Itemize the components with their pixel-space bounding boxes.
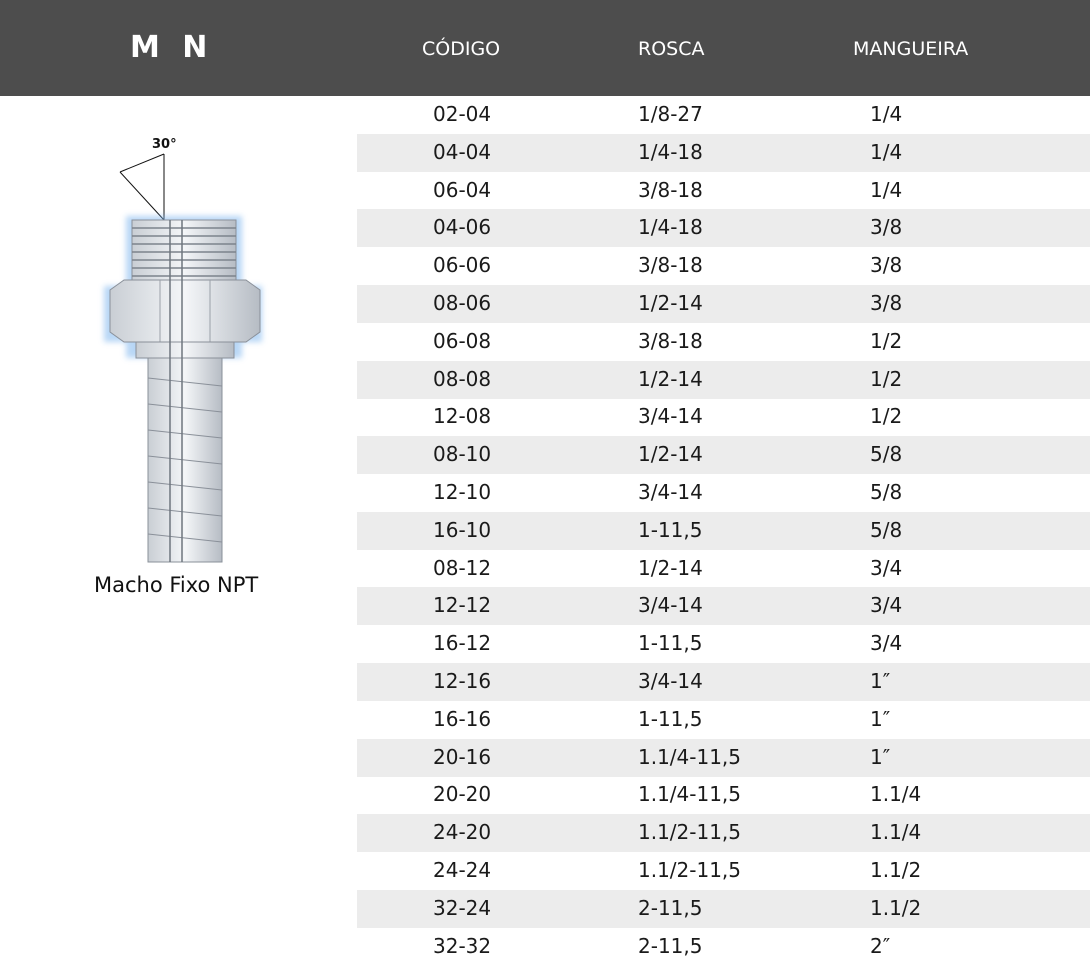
cell-rosca: 1.1/4-11,5 bbox=[638, 782, 742, 807]
table-row bbox=[357, 323, 1090, 361]
cell-codigo: 12-12 bbox=[433, 593, 492, 618]
column-header-mangueira: MANGUEIRA bbox=[853, 38, 969, 60]
cell-mangueira: 1/2 bbox=[870, 328, 903, 353]
cell-rosca: 1/8-27 bbox=[638, 102, 703, 126]
cell-codigo: 16-16 bbox=[433, 706, 492, 731]
table-row bbox=[357, 890, 1090, 928]
cell-rosca: 1.1/4-11,5 bbox=[638, 744, 742, 769]
cell-mangueira: 3/4 bbox=[870, 631, 903, 656]
table-header-bar bbox=[0, 0, 1090, 96]
cell-codigo: 04-06 bbox=[433, 215, 492, 240]
cell-rosca: 1.1/2-11,5 bbox=[638, 858, 742, 882]
cell-codigo: 20-16 bbox=[433, 744, 492, 769]
cell-mangueira: 2″ bbox=[870, 933, 891, 958]
cell-codigo: 02-04 bbox=[433, 102, 492, 126]
cell-codigo: 24-24 bbox=[433, 858, 492, 882]
cell-rosca: 1-11,5 bbox=[638, 517, 703, 542]
cell-rosca: 3/4-14 bbox=[638, 480, 703, 504]
cell-codigo: 20-20 bbox=[433, 782, 492, 807]
cell-mangueira: 1″ bbox=[870, 669, 891, 693]
table-row bbox=[357, 96, 1090, 134]
hose-fitting-icon bbox=[90, 128, 290, 568]
cell-codigo: 08-12 bbox=[433, 555, 492, 580]
cell-mangueira: 3/4 bbox=[870, 555, 903, 580]
brand-logo-text: M N bbox=[130, 30, 214, 65]
cell-codigo: 12-10 bbox=[433, 480, 492, 504]
table-row bbox=[357, 209, 1090, 247]
cell-codigo: 12-08 bbox=[433, 404, 492, 429]
cell-rosca: 2-11,5 bbox=[638, 933, 703, 958]
cell-mangueira: 1.1/4 bbox=[870, 820, 922, 845]
specs-table bbox=[357, 96, 1090, 974]
table-row bbox=[357, 512, 1090, 550]
cell-mangueira: 1/4 bbox=[870, 177, 903, 202]
cell-codigo: 12-16 bbox=[433, 669, 492, 693]
cell-rosca: 1/2-14 bbox=[638, 366, 703, 391]
cell-mangueira: 1″ bbox=[870, 706, 891, 731]
cell-rosca: 1/2-14 bbox=[638, 442, 703, 467]
column-header-codigo: CÓDIGO bbox=[422, 38, 501, 60]
cell-codigo: 06-08 bbox=[433, 328, 492, 353]
cell-mangueira: 3/8 bbox=[870, 253, 903, 278]
table-row bbox=[357, 776, 1090, 814]
cell-rosca: 3/4-14 bbox=[638, 404, 703, 429]
table-row bbox=[357, 436, 1090, 474]
table-row bbox=[357, 663, 1090, 701]
cell-codigo: 06-04 bbox=[433, 177, 492, 202]
table-row bbox=[357, 247, 1090, 285]
cell-codigo: 08-06 bbox=[433, 291, 492, 315]
table-row bbox=[357, 285, 1090, 323]
table-row bbox=[357, 587, 1090, 625]
angle-label: 30° bbox=[152, 137, 177, 152]
table-row bbox=[357, 474, 1090, 512]
cell-rosca: 1/4-18 bbox=[638, 215, 703, 240]
cell-rosca: 3/8-18 bbox=[638, 177, 703, 202]
cell-mangueira: 1/2 bbox=[870, 404, 903, 429]
table-row bbox=[357, 928, 1090, 966]
column-header-rosca: ROSCA bbox=[638, 38, 705, 60]
cell-rosca: 1.1/2-11,5 bbox=[638, 820, 742, 845]
cell-mangueira: 3/8 bbox=[870, 291, 903, 315]
cell-rosca: 3/4-14 bbox=[638, 669, 703, 693]
table-row bbox=[357, 701, 1090, 739]
cell-mangueira: 1.1/4 bbox=[870, 782, 922, 807]
table-row bbox=[357, 550, 1090, 588]
cell-mangueira: 1.1/2 bbox=[870, 895, 922, 920]
cell-codigo: 08-08 bbox=[433, 366, 492, 391]
table-row bbox=[357, 852, 1090, 890]
cell-codigo: 32-24 bbox=[433, 895, 492, 920]
cell-mangueira: 1″ bbox=[870, 744, 891, 769]
cell-codigo: 24-20 bbox=[433, 820, 492, 845]
cell-rosca: 1/4-18 bbox=[638, 139, 703, 164]
cell-rosca: 2-11,5 bbox=[638, 895, 703, 920]
table-row bbox=[357, 814, 1090, 852]
table-row bbox=[357, 398, 1090, 436]
fitting-illustration bbox=[90, 128, 290, 568]
cell-rosca: 1/2-14 bbox=[638, 291, 703, 315]
cell-codigo: 32-32 bbox=[433, 933, 492, 958]
cell-rosca: 1-11,5 bbox=[638, 631, 703, 656]
cell-rosca: 3/8-18 bbox=[638, 253, 703, 278]
cell-mangueira: 3/8 bbox=[870, 215, 903, 240]
cell-codigo: 16-12 bbox=[433, 631, 492, 656]
cell-codigo: 16-10 bbox=[433, 517, 492, 542]
table-row bbox=[357, 625, 1090, 663]
cell-codigo: 04-04 bbox=[433, 139, 492, 164]
cell-mangueira: 1/4 bbox=[870, 102, 903, 126]
fitting-caption: Macho Fixo NPT bbox=[94, 573, 259, 597]
cell-codigo: 08-10 bbox=[433, 442, 492, 467]
cell-mangueira: 1.1/2 bbox=[870, 858, 922, 882]
cell-rosca: 1/2-14 bbox=[638, 555, 703, 580]
cell-mangueira: 5/8 bbox=[870, 442, 903, 467]
table-row bbox=[357, 172, 1090, 210]
table-row bbox=[357, 134, 1090, 172]
cell-mangueira: 1/4 bbox=[870, 139, 903, 164]
cell-rosca: 3/8-18 bbox=[638, 328, 703, 353]
cell-rosca: 3/4-14 bbox=[638, 593, 703, 618]
cell-mangueira: 3/4 bbox=[870, 593, 903, 618]
cell-mangueira: 5/8 bbox=[870, 517, 903, 542]
table-row bbox=[357, 739, 1090, 777]
cell-codigo: 06-06 bbox=[433, 253, 492, 278]
table-row bbox=[357, 361, 1090, 399]
cell-mangueira: 1/2 bbox=[870, 366, 903, 391]
cell-mangueira: 5/8 bbox=[870, 480, 903, 504]
cell-rosca: 1-11,5 bbox=[638, 706, 703, 731]
